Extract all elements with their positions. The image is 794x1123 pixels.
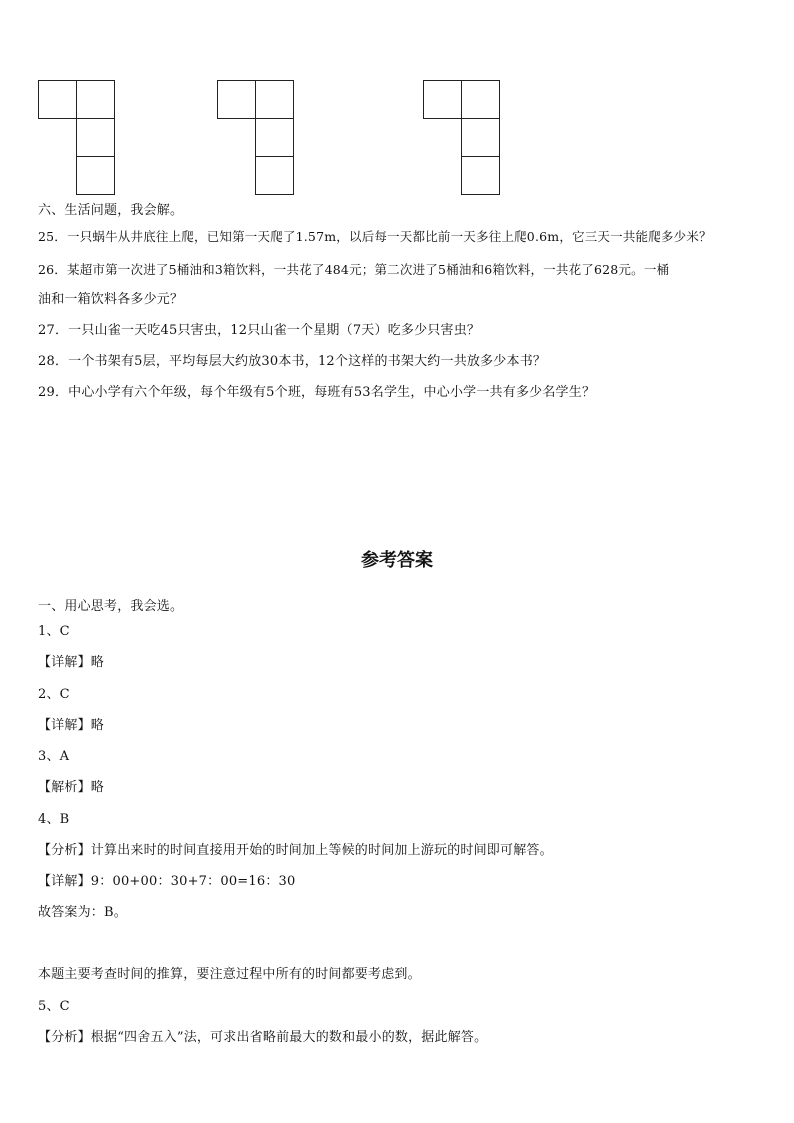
answer-5-analysis: 【分析】根据“四舍五入”法，可求出省略前最大的数和最小的数，据此解答。 (38, 1030, 488, 1045)
figure-3 (423, 78, 503, 198)
answer-5: 5、C (38, 999, 70, 1014)
answers-section-1: 一、用心思考，我会选。 (38, 599, 184, 614)
answer-1: 1、C (38, 624, 70, 639)
answers-title: 参考答案 (361, 550, 433, 571)
question-29: 29．中心小学有六个年级，每个年级有5个班，每班有53名学生，中心小学一共有多少名学生？ (38, 385, 596, 400)
question-25: 25．一只蜗牛从井底往上爬，已知第一天爬了1.57m，以后每一天都比前一天多往上爬0.6m，它三天一共能爬多少米？ (38, 229, 712, 244)
answer-3: 3、A (38, 749, 70, 764)
square-net-figure-2 (217, 78, 297, 198)
answer-4: 4、B (38, 812, 70, 827)
question-27: 27．一只山雀一天吃45只害虫，12只山雀一个星期（7天）吃多少只害虫？ (38, 323, 481, 338)
figure-2 (217, 78, 297, 198)
question-26-line-2: 油和一箱饮料各多少元？ (38, 292, 184, 307)
figure-1 (38, 78, 118, 198)
question-28: 28．一个书架有5层，平均每层大约放30本书，12个这样的书架大约一共放多少本书？ (38, 354, 547, 369)
answer-4-note: 本题主要考查时间的推算，要注意过程中所有的时间都要考虑到。 (38, 967, 421, 982)
answer-1-detail: 【详解】略 (38, 655, 105, 670)
answer-2: 2、C (38, 687, 70, 702)
square-net-figure-3 (423, 78, 503, 198)
answer-2-detail: 【详解】略 (38, 718, 105, 733)
question-26-line-1: 26．某超市第一次进了5桶油和3箱饮料，一共花了484元；第二次进了5桶油和6箱饮料，一共花了628元。一桶 (38, 262, 670, 277)
answer-4-analysis: 【分析】计算出来时的时间直接用开始的时间加上等候的时间加上游玩的时间即可解答。 (38, 843, 553, 858)
answer-4-detail: 【详解】9：00+00：30+7：00=16：30 (38, 874, 296, 889)
section6-heading: 六、生活问题，我会解。 (38, 203, 184, 218)
square-net-figure-1 (38, 78, 118, 198)
answer-4-conclusion: 故答案为：B。 (38, 905, 127, 920)
answer-3-detail: 【解析】略 (38, 780, 105, 795)
